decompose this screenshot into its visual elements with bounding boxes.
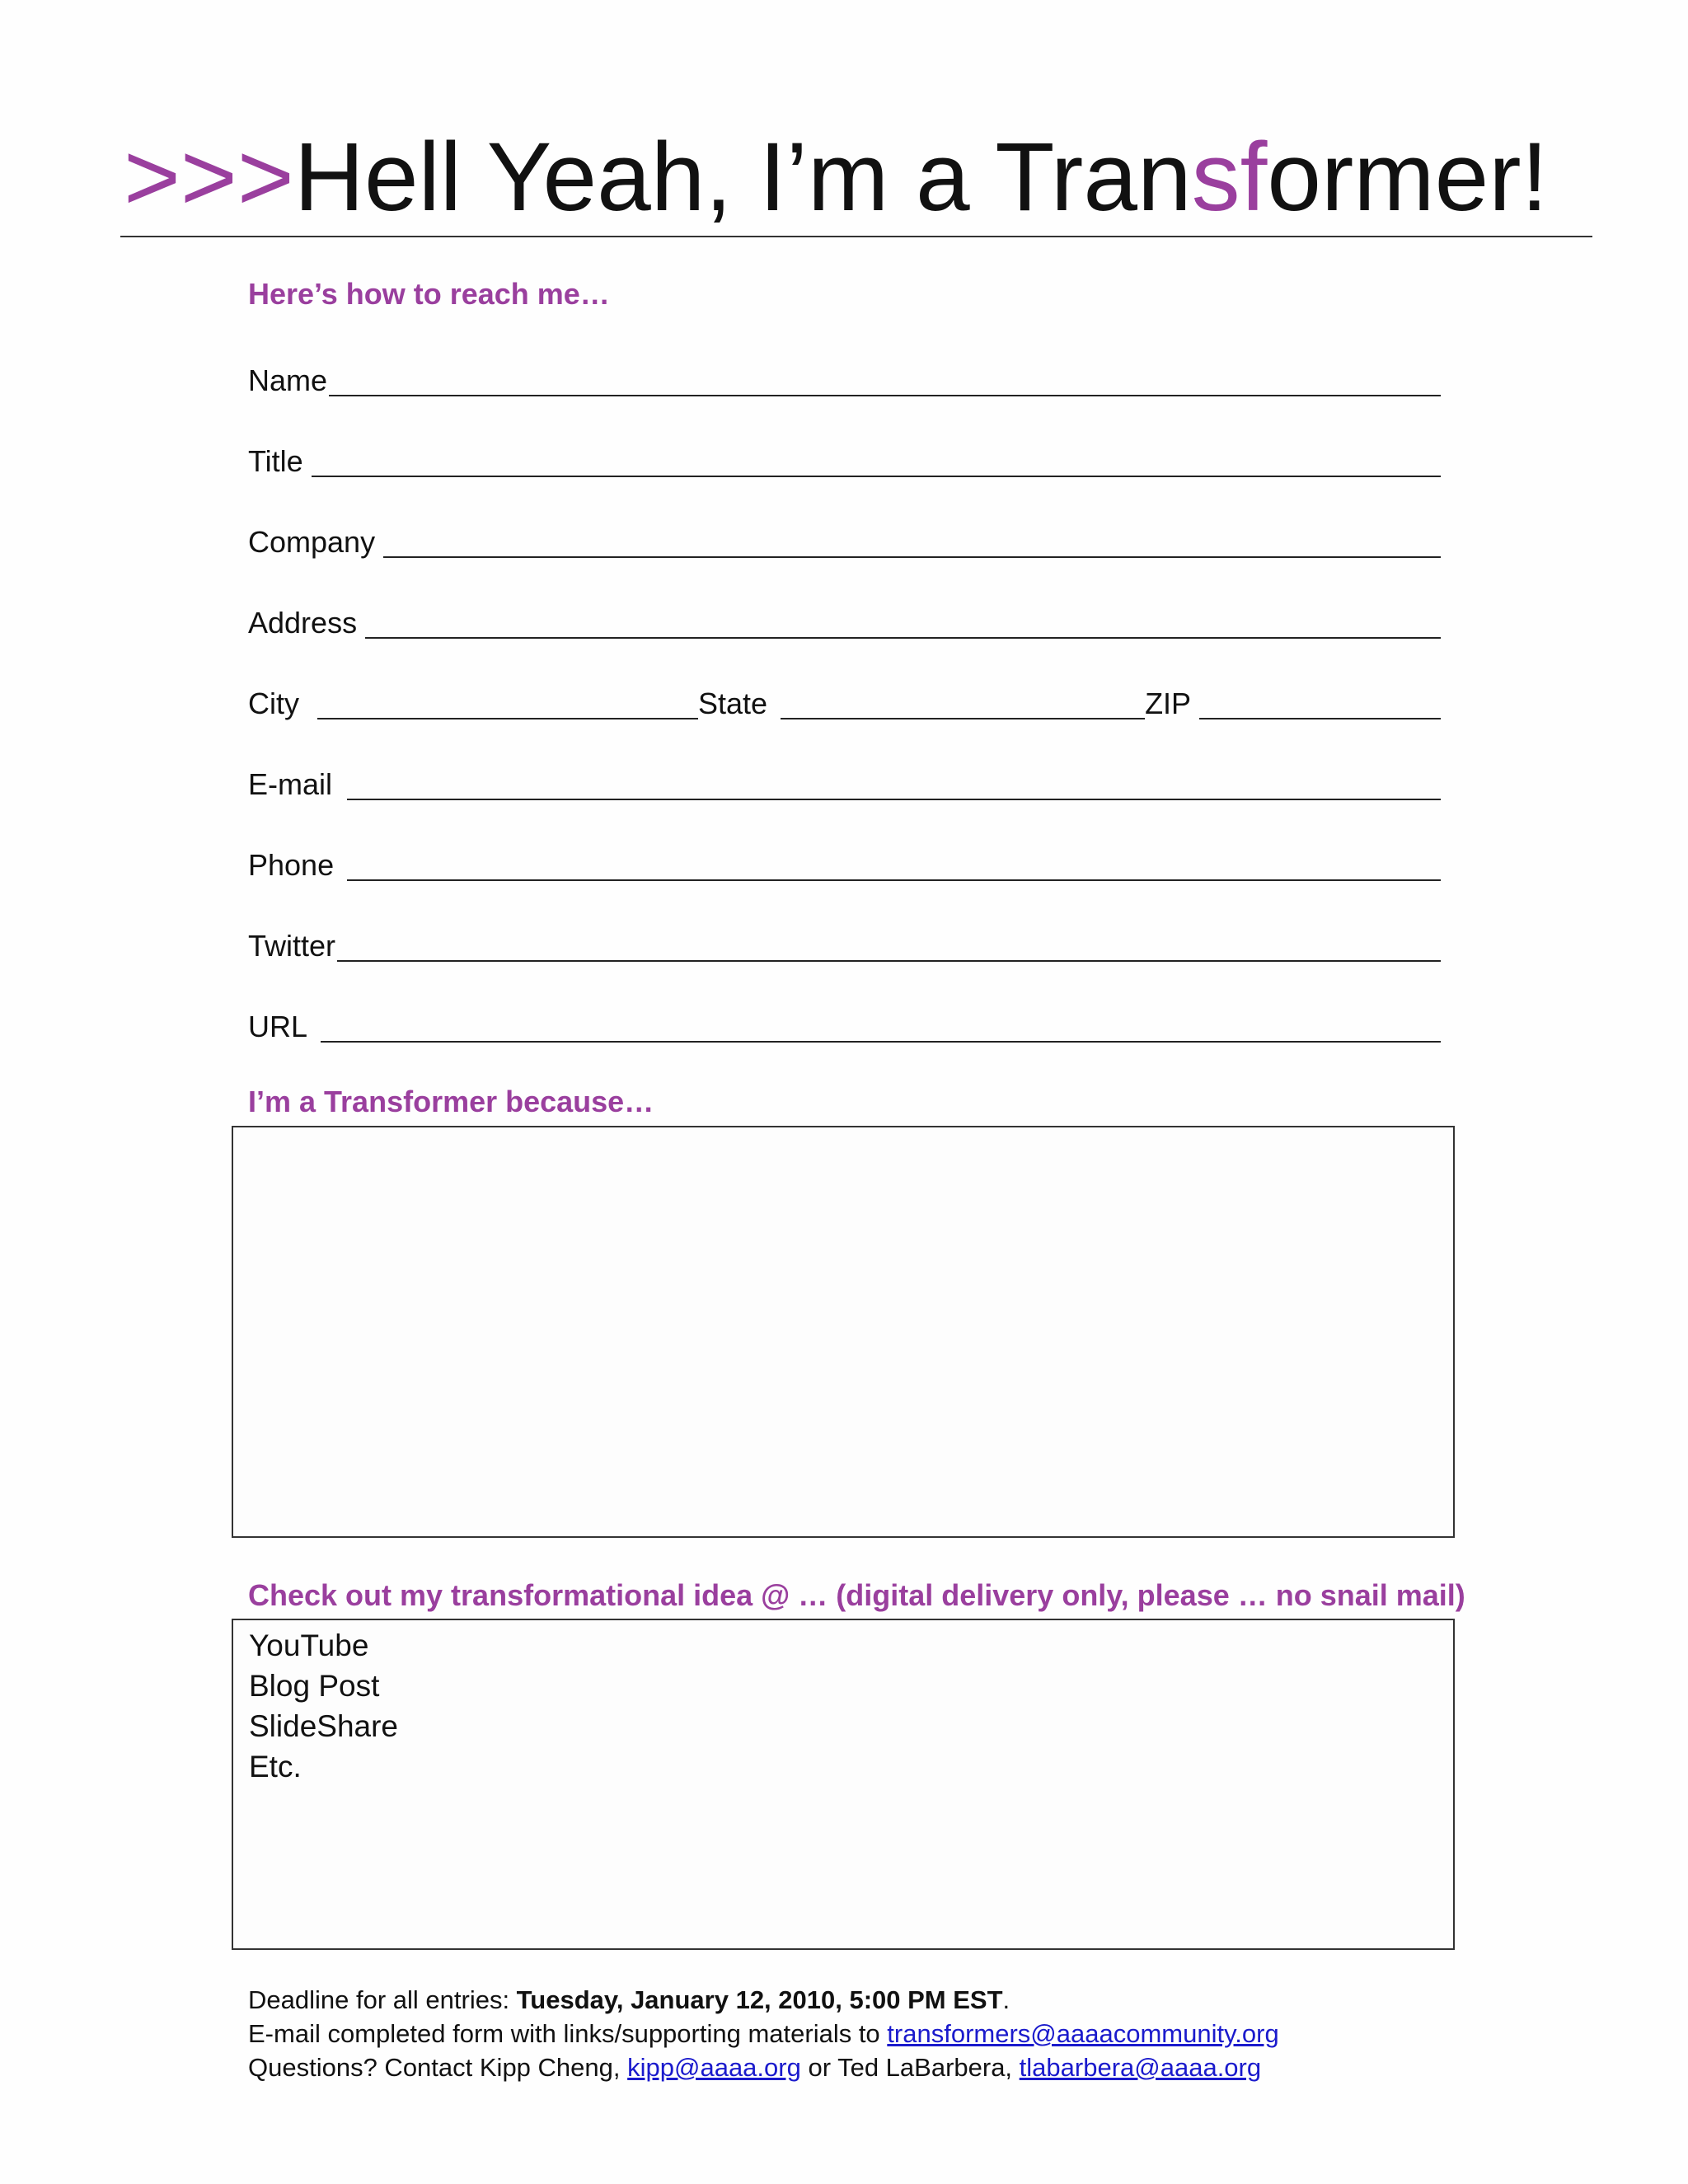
city-label: City [248, 687, 299, 720]
submission-email-link[interactable]: transformers@aaaacommunity.org [887, 2019, 1279, 2048]
deadline-prefix: Deadline for all entries: [248, 1985, 517, 2014]
title-text-start: Hell Yeah, I’m a Tran [293, 123, 1192, 232]
zip-label: ZIP [1145, 687, 1192, 720]
phone-field[interactable] [347, 846, 1441, 881]
email-field-row [248, 762, 1441, 803]
company-field-row [248, 519, 1441, 560]
submission-prefix: E-mail completed form with links/supporting materials to [248, 2019, 888, 2048]
questions-prefix: Questions? Contact Kipp Cheng, [248, 2053, 628, 2082]
because-section-heading: I’m a Transformer because… [248, 1085, 654, 1118]
url-field-row [248, 1004, 1441, 1045]
zip-field[interactable] [1199, 685, 1441, 719]
company-field[interactable] [383, 523, 1441, 558]
url-field[interactable] [321, 1008, 1441, 1043]
address-field[interactable] [365, 604, 1441, 639]
address-label: Address [248, 606, 358, 640]
deadline-date: Tuesday, January 12, 2010, 5:00 PM EST [516, 1985, 1003, 2014]
title-divider [120, 236, 1592, 237]
idea-section-heading: Check out my transformational idea @ … (digital delivery only, please … no snail mail) [248, 1578, 1465, 1612]
company-label: Company [248, 525, 376, 559]
address-field-row [248, 600, 1441, 641]
twitter-field-row [248, 923, 1441, 964]
deadline-suffix: . [1002, 1985, 1010, 2014]
twitter-label: Twitter [248, 929, 336, 963]
name-field[interactable] [329, 362, 1441, 396]
email-label: E-mail [248, 767, 333, 801]
state-field[interactable] [781, 685, 1145, 719]
phone-field-row [248, 842, 1441, 883]
questions-line [248, 2050, 1279, 2084]
contact-ted-email-link[interactable]: tlabarbera@aaaa.org [1019, 2053, 1262, 2082]
deadline-line [248, 1983, 1279, 2017]
title-text-accent: sf [1191, 123, 1268, 232]
title-label: Title [248, 444, 303, 478]
email-field[interactable] [347, 766, 1441, 800]
because-textbox[interactable] [232, 1126, 1455, 1538]
city-state-zip-row [248, 681, 1441, 722]
submission-line [248, 2017, 1279, 2050]
title-field[interactable] [312, 443, 1441, 477]
contact-kipp-email-link[interactable]: kipp@aaaa.org [627, 2053, 801, 2082]
idea-list-item-blog-post: Blog Post [249, 1669, 380, 1703]
city-field[interactable] [317, 685, 698, 719]
title-field-row [248, 438, 1441, 480]
name-field-row [248, 358, 1441, 399]
contact-section-heading: Here’s how to reach me… [248, 277, 610, 311]
title-text-end: ormer! [1267, 123, 1549, 232]
url-label: URL [248, 1010, 308, 1043]
idea-list-item-slideshare: SlideShare [249, 1709, 399, 1743]
phone-label: Phone [248, 848, 335, 882]
idea-link-list [233, 1620, 1453, 1787]
name-label: Name [248, 363, 328, 397]
page-title [124, 115, 1548, 239]
idea-list-item-youtube: YouTube [249, 1629, 369, 1662]
twitter-field[interactable] [337, 927, 1441, 962]
idea-textbox[interactable] [232, 1619, 1455, 1950]
title-arrows: >>> [124, 123, 294, 232]
idea-list-item-etc: Etc. [249, 1750, 302, 1783]
questions-middle: or Ted LaBarbera, [800, 2053, 1020, 2082]
footer-notes [248, 1983, 1279, 2084]
state-label: State [698, 687, 768, 720]
